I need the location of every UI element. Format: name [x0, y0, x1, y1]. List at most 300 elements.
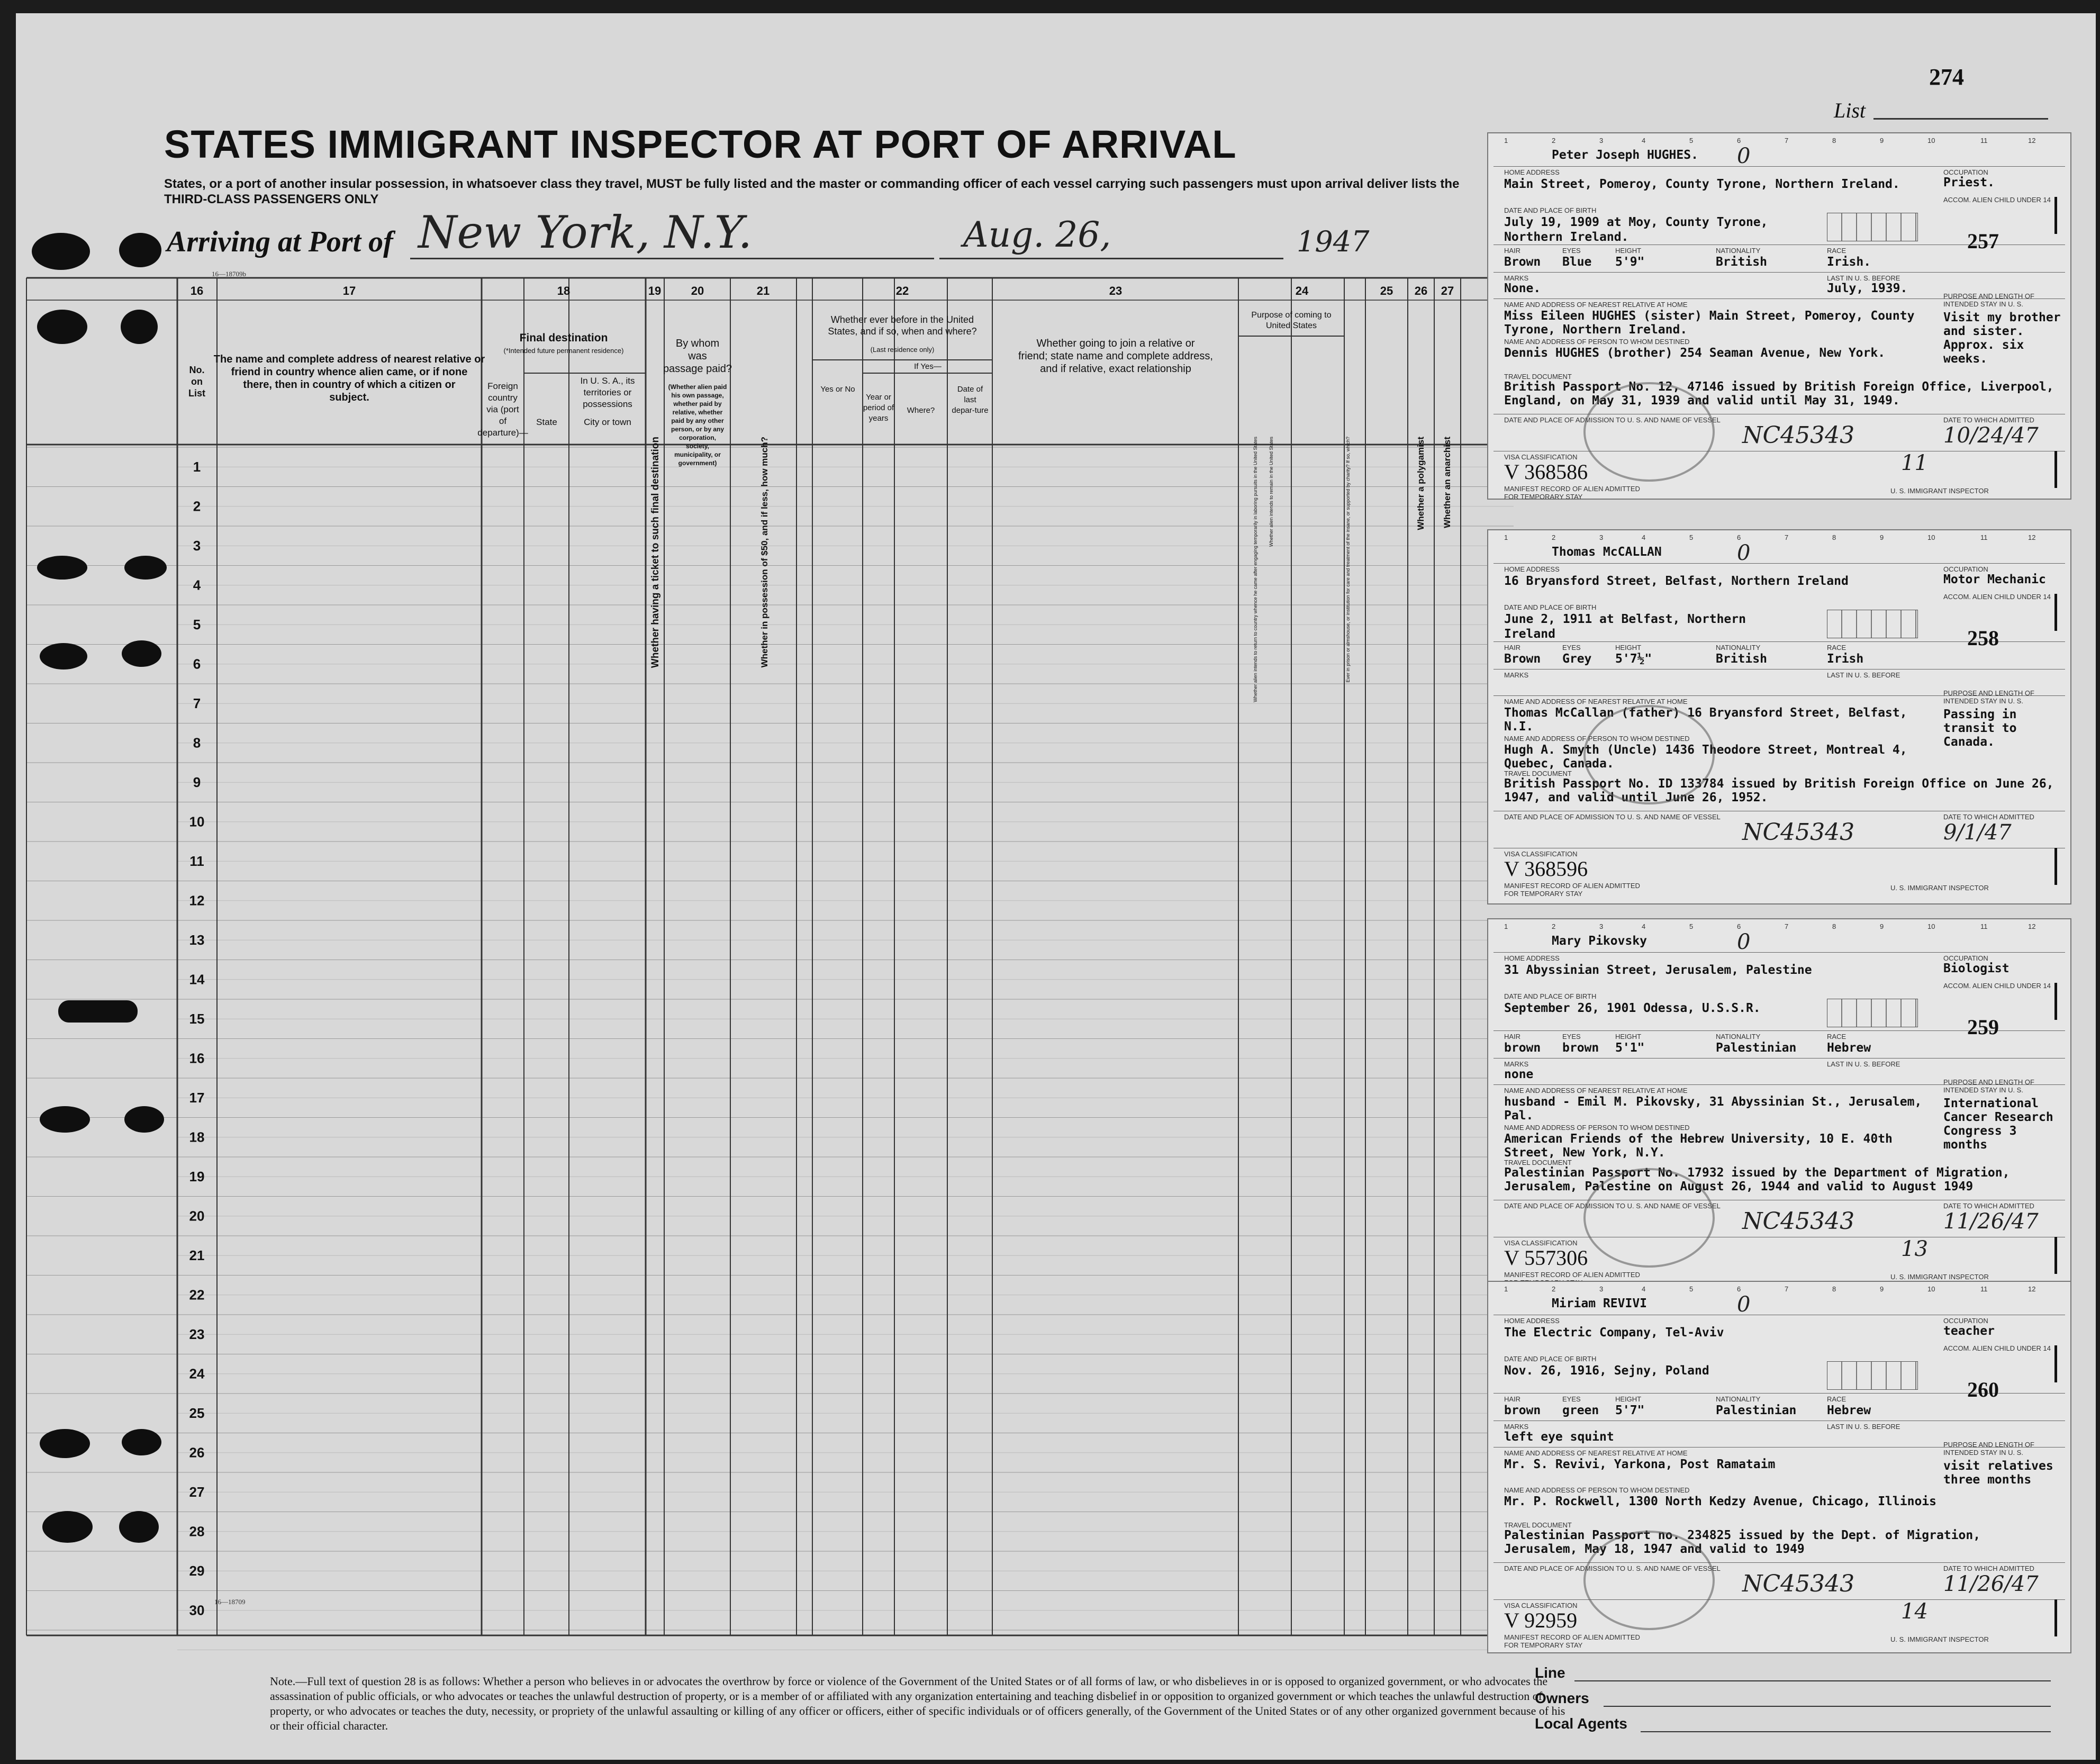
eyes-value: green: [1562, 1404, 1599, 1417]
sex-marital-checkboxes: [1827, 1361, 1918, 1390]
eyes-value: Blue: [1562, 255, 1592, 269]
relative-value: Miss Eileen HUGHES (sister) Main Street, Pomeroy, County Tyrone, Northern Ireland.: [1504, 309, 1915, 337]
date-admitted-handwritten: 11/26/47: [1943, 1209, 2039, 1234]
column-number: 18: [557, 284, 571, 297]
form-code-top: 16—18709b: [212, 270, 246, 278]
birth-date-place: July 19, 1909 at Moy, County Tyrone, Northern Ireland.: [1504, 215, 1768, 244]
row-number: 12: [189, 892, 205, 909]
column-number: 22: [895, 284, 909, 297]
row-number: 4: [193, 577, 201, 593]
col17-label: there, then in country of which a citizen or: [243, 379, 456, 391]
col24-remain: Whether alien intends to remain in the United States: [1269, 437, 1274, 547]
home-address: Main Street, Pomeroy, County Tyrone, Northern Ireland.: [1504, 177, 1900, 191]
nationality-value: Palestinian: [1716, 1404, 1797, 1417]
occupation-value: teacher: [1943, 1324, 1995, 1338]
col18-city: City or town: [584, 417, 631, 427]
nationality-label: NATIONALITY: [1716, 644, 1761, 652]
birth-label: DATE AND PLACE OF BIRTH: [1504, 603, 1597, 611]
birth-label: DATE AND PLACE OF BIRTH: [1504, 1355, 1597, 1363]
col22-depart: depar-ture: [952, 406, 989, 415]
card-col-number: 5: [1689, 137, 1694, 144]
port-line: [410, 258, 934, 259]
manifest-record-label: MANIFEST RECORD OF ALIEN ADMITTED FOR TEMPORARY STAY: [1504, 1633, 1640, 1649]
purpose-label: PURPOSE AND LENGTH OF INTENDED STAY IN U. S.: [1943, 1441, 2034, 1457]
travel-doc-label: TRAVEL DOCUMENT: [1504, 770, 1572, 777]
home-address-label: HOME ADDRESS: [1504, 168, 1560, 176]
col22-label: States, and if so, when and where?: [828, 326, 977, 337]
race-value: Irish.: [1827, 255, 1871, 269]
row-number: 14: [189, 971, 205, 988]
col23-label: Whether going to join a relative or: [1036, 338, 1195, 349]
card-col-number: 4: [1642, 137, 1646, 144]
occupation-value: Biologist: [1943, 962, 2010, 975]
col22-where: Where?: [907, 406, 935, 415]
col20-sublabel: society,: [686, 442, 709, 450]
travel-doc-value: British Passport No. 12, 47146 issued by British Foreign Office, Liverpool, England, on May 31, 1939 and valid until May 31, 1949.: [1504, 380, 2054, 408]
col18-foreign: departure)—: [477, 428, 528, 438]
card-rule: [1493, 952, 2065, 953]
card-col-number: 9: [1880, 922, 1884, 930]
card-col-number: 12: [2028, 533, 2036, 541]
col22-depart: Date of: [957, 385, 983, 394]
card-col-number: 12: [2028, 137, 2036, 144]
relative-label: NAME AND ADDRESS OF NEAREST RELATIVE AT HOME: [1504, 1449, 1688, 1457]
col20-sublabel: corporation,: [678, 434, 717, 441]
col24-return: Whether alien intends to return to country whence he came after engaging temporarily in laboring pursuits in the United States: [1253, 437, 1258, 702]
admission-label: DATE AND PLACE OF ADMISSION TO U. S. AND NAME OF VESSEL: [1504, 813, 1721, 821]
col18-foreign: country: [488, 393, 518, 403]
card-serial-number: 258: [1967, 626, 1999, 650]
card-col-number: 2: [1552, 137, 1556, 144]
destined-label: NAME AND ADDRESS OF PERSON TO WHOM DESTINED: [1504, 1486, 1690, 1494]
alien-name: Mary Pikovsky: [1552, 934, 1648, 948]
footer-owners-rule: [1604, 1706, 2051, 1707]
footer-agents-rule: [1641, 1731, 2051, 1732]
col18-usa: In U. S. A., its: [580, 376, 635, 386]
card-col-number: 6: [1737, 137, 1741, 144]
accom-child-label: ACCOM. ALIEN CHILD UNDER 14: [1943, 196, 2051, 204]
card-col-number: 5: [1689, 922, 1694, 930]
admission-stamp: [1583, 1168, 1715, 1268]
card-col-number: 7: [1785, 1285, 1789, 1293]
row-number: 7: [193, 695, 201, 712]
admission-stamp: [1583, 382, 1715, 482]
row-number: 9: [193, 774, 201, 791]
date-admitted-label: DATE TO WHICH ADMITTED: [1943, 813, 2034, 821]
hair-label: HAIR: [1504, 1395, 1521, 1403]
relative-value: Thomas McCallan (father) 16 Bryansford Street, Belfast, N.I.: [1504, 706, 1907, 734]
col18-label: Final destination: [519, 332, 608, 344]
card-col-number: 2: [1552, 1285, 1556, 1293]
purpose-value: visit relatives three months: [1943, 1459, 2053, 1487]
tally-stroke: [2054, 983, 2057, 1020]
row-number: 15: [189, 1011, 205, 1027]
marks-label: MARKS: [1504, 1423, 1529, 1431]
date-admitted-label: DATE TO WHICH ADMITTED: [1943, 1564, 2034, 1572]
col20-sublabel: whether paid by: [673, 400, 722, 408]
card-rule: [1493, 272, 2065, 273]
col20-sublabel: (Whether alien paid: [668, 383, 727, 391]
col20-sublabel: his own passage,: [671, 392, 724, 399]
card-col-number: 11: [1980, 533, 1988, 541]
card-col-number: 10: [1927, 1285, 1935, 1293]
card-col-number: 10: [1927, 533, 1935, 541]
col16-label: List: [188, 388, 206, 399]
hair-value: Brown: [1504, 652, 1541, 666]
destined-value: American Friends of the Hebrew University, 10 E. 40th Street, New York, N.Y.: [1504, 1132, 1893, 1160]
col20-label: By whom: [675, 338, 720, 349]
handwritten-count-mark: 11: [1901, 451, 1928, 475]
card-col-number: 5: [1689, 1285, 1694, 1293]
card-col-number: 12: [2028, 922, 2036, 930]
row-number: 23: [189, 1326, 205, 1343]
row-number: 18: [189, 1129, 205, 1145]
date-admitted-label: DATE TO WHICH ADMITTED: [1943, 1202, 2034, 1210]
card-col-number: 11: [1980, 922, 1988, 930]
admission-stamp: [1583, 705, 1715, 804]
manifest-sheet: [16, 13, 2096, 1760]
alien-name: Miriam REVIVI: [1552, 1297, 1648, 1310]
eyes-label: EYES: [1562, 247, 1581, 255]
binding-hole: [37, 556, 87, 580]
date-handwritten: Aug. 26,: [963, 214, 1111, 255]
column-number: 27: [1441, 284, 1454, 297]
birth-label: DATE AND PLACE OF BIRTH: [1504, 206, 1597, 214]
height-label: HEIGHT: [1615, 247, 1642, 255]
destined-label: NAME AND ADDRESS OF PERSON TO WHOM DESTINED: [1504, 735, 1690, 743]
col24-label: United States: [1265, 321, 1317, 330]
card-rule: [1493, 1562, 2065, 1563]
tally-stroke: [2054, 197, 2057, 234]
date-line: [939, 258, 1283, 259]
row-number: 27: [189, 1484, 205, 1500]
col24-label: Purpose of coming to: [1251, 311, 1332, 320]
card-col-number: 2: [1552, 533, 1556, 541]
col19-label: Whether having a ticket to such final destination: [650, 437, 661, 668]
inspector-label: U. S. IMMIGRANT INSPECTOR: [1890, 884, 1989, 892]
height-value: 5'7": [1615, 1404, 1645, 1417]
marks-value: left eye squint: [1504, 1430, 1614, 1444]
race-label: RACE: [1827, 1033, 1846, 1041]
relative-label: NAME AND ADDRESS OF NEAREST RELATIVE AT HOME: [1504, 698, 1688, 705]
row-number: 29: [189, 1563, 205, 1579]
visa-number: V 368586: [1504, 460, 1588, 484]
nationality-label: NATIONALITY: [1716, 1395, 1761, 1403]
occupation-value: Priest.: [1943, 176, 1995, 189]
col20-sublabel: paid by any other: [671, 417, 724, 424]
year-handwritten: 1947: [1297, 225, 1370, 258]
height-value: 5'1": [1615, 1041, 1645, 1055]
ink-blot: [58, 1000, 138, 1023]
card-rule: [1493, 1058, 2065, 1059]
tally-stroke: [2054, 451, 2057, 488]
row-number: 8: [193, 735, 201, 751]
card-col-number: 1: [1504, 137, 1508, 144]
row-number: 2: [193, 498, 201, 514]
last-in-us-label: LAST IN U. S. BEFORE: [1827, 274, 1900, 282]
column-number: 19: [648, 284, 662, 297]
row-number: 24: [189, 1365, 205, 1382]
purpose-label: PURPOSE AND LENGTH OF INTENDED STAY IN U. S.: [1943, 292, 2034, 308]
col18-foreign: Foreign: [487, 381, 518, 391]
binding-hole: [40, 1106, 90, 1133]
card-col-number: 8: [1832, 137, 1836, 144]
col22-ifyes: If Yes—: [914, 362, 942, 371]
card-col-number: 9: [1880, 1285, 1884, 1293]
destined-value: Mr. P. Rockwell, 1300 North Kedzy Avenue, Chicago, Illinois: [1504, 1495, 1936, 1508]
visa-number: V 368596: [1504, 857, 1588, 881]
sex-marital-checkboxes: [1827, 213, 1918, 241]
nationality-value: British: [1716, 652, 1767, 666]
row-number: 30: [189, 1602, 205, 1618]
column-number: 26: [1414, 284, 1428, 297]
travel-doc-value: Palestinian Passport no. 234825 issued by the Dept. of Migration, Jerusalem, May 18, 1947 and valid to 1949: [1504, 1528, 1981, 1556]
nationality-value: Palestinian: [1716, 1041, 1797, 1055]
admission-label: DATE AND PLACE OF ADMISSION TO U. S. AND NAME OF VESSEL: [1504, 1564, 1721, 1572]
destined-value: Hugh A. Smyth (Uncle) 1436 Theodore Street, Montreal 4, Quebec, Canada.: [1504, 743, 1907, 771]
page-title: STATES IMMIGRANT INSPECTOR AT PORT OF ARRIVAL: [164, 122, 1237, 166]
col20-label: was: [688, 350, 707, 362]
col23-label: friend; state name and complete address,: [1018, 350, 1213, 362]
home-address: 31 Abyssinian Street, Jerusalem, Palestine: [1504, 963, 1812, 977]
destined-value: Dennis HUGHES (brother) 254 Seaman Avenue, New York.: [1504, 346, 1886, 360]
birth-label: DATE AND PLACE OF BIRTH: [1504, 992, 1597, 1000]
last-in-us-label: LAST IN U. S. BEFORE: [1827, 1423, 1900, 1431]
eyes-value: brown: [1562, 1041, 1599, 1055]
card-serial-number: 260: [1967, 1378, 1999, 1401]
binding-hole: [121, 310, 158, 344]
occupation-label: OCCUPATION: [1943, 954, 1988, 962]
alien-name: Peter Joseph HUGHES.: [1552, 148, 1698, 162]
col20-sublabel: municipality, or: [674, 451, 721, 458]
alien-card: [1487, 132, 2071, 500]
purpose-label: PURPOSE AND LENGTH OF INTENDED STAY IN U. S.: [1943, 689, 2034, 705]
page-number: 274: [1929, 64, 1964, 90]
col27-label: Whether an anarchist: [1442, 437, 1452, 528]
card-rule: [1493, 166, 2065, 167]
binding-hole: [40, 643, 87, 670]
card-rule: [1493, 669, 2065, 670]
alien-name: Thomas McCALLAN: [1552, 545, 1662, 559]
arriving-label: Arriving at Port of: [167, 225, 393, 258]
tally-stroke: [2054, 1237, 2057, 1274]
height-label: HEIGHT: [1615, 1033, 1642, 1041]
occupation-value: Motor Mechanic: [1943, 573, 2046, 586]
card-col-number: 4: [1642, 1285, 1646, 1293]
manifest-record-label: MANIFEST RECORD OF ALIEN ADMITTED FOR TEMPORARY STAY: [1504, 882, 1640, 898]
footnote: Note.—Full text of question 28 is as follows: Whether a person who believes in or advocates the overthrow by force or violence of the Government of the United States or of all forms of law, or who disbelieves in or is opposed to organized government, or who advocates the assassination of public officials, or who advocates or teaches the unlawful destruction of property, or is a member of or affiliated with any organization entertaining and teaching disbelief in or opposition to organized government or which teaches the unlawful destruction of property, or who advocates or teaches the duty, necessity, or propriety of the unlawful assaulting or killing of any officer or officers, either of specific individuals or of officers generally, of the Government of the United States or of any other organized government because of his or their official character.: [270, 1675, 1565, 1732]
col22-years: period of: [863, 403, 894, 412]
marks-value: None.: [1504, 282, 1541, 295]
card-col-number: 3: [1599, 1285, 1604, 1293]
card-col-number: 1: [1504, 1285, 1508, 1293]
col22-label: Whether ever before in the United: [830, 314, 974, 325]
last-in-us-value: July, 1939.: [1827, 282, 1908, 295]
binding-hole: [40, 1429, 90, 1458]
occupation-label: OCCUPATION: [1943, 1317, 1988, 1325]
vessel-handwritten: NC45343: [1742, 1570, 1855, 1597]
alien-card: [1487, 529, 2071, 904]
date-admitted-handwritten: 10/24/47: [1943, 423, 2039, 448]
eyes-label: EYES: [1562, 1033, 1581, 1041]
port-handwritten: New York, N.Y.: [418, 206, 753, 258]
marks-label: MARKS: [1504, 274, 1529, 282]
row-number: 20: [189, 1208, 205, 1224]
height-value: 5'9": [1615, 255, 1645, 269]
card-col-number: 8: [1832, 1285, 1836, 1293]
height-label: HEIGHT: [1615, 644, 1642, 652]
card-rule: [1493, 563, 2065, 564]
third-class-text: THIRD-CLASS PASSENGERS ONLY: [164, 192, 379, 206]
card-col-number: 8: [1832, 533, 1836, 541]
circle-mark: 0: [1737, 1292, 1751, 1317]
col18-usa: territories or: [583, 387, 632, 397]
col17-label: subject.: [329, 392, 369, 403]
col17-label: The name and complete address of nearest relative or: [213, 354, 485, 365]
row-number: 28: [189, 1523, 205, 1540]
visa-label: VISA CLASSIFICATION: [1504, 453, 1578, 461]
race-label: RACE: [1827, 1395, 1846, 1403]
col22-years: years: [868, 414, 889, 423]
card-col-number: 6: [1737, 533, 1741, 541]
col18-sublabel: (*Intended future permanent residence): [503, 347, 624, 355]
height-value: 5'7½": [1615, 652, 1652, 666]
occupation-label: OCCUPATION: [1943, 168, 1988, 176]
home-address: 16 Bryansford Street, Belfast, Northern Ireland: [1504, 574, 1849, 588]
column-number: 23: [1109, 284, 1123, 297]
col25-label: Ever in prison or almshouse, or institution for care and treatment of the insane, or supported by charity? If so, which?: [1345, 437, 1351, 683]
visa-number: V 557306: [1504, 1246, 1588, 1270]
col20-sublabel: government): [678, 459, 717, 467]
card-col-number: 5: [1689, 533, 1694, 541]
sex-marital-checkboxes: [1827, 999, 1918, 1027]
card-col-number: 11: [1980, 137, 1988, 144]
footer-owners-label: Owners: [1535, 1690, 1589, 1706]
marks-label: MARKS: [1504, 1060, 1529, 1068]
list-line: [1873, 118, 2048, 120]
col18-usa: possessions: [583, 399, 632, 409]
col18-foreign: of: [499, 416, 507, 426]
row-number: 10: [189, 813, 205, 830]
binding-hole: [119, 233, 161, 267]
destined-label: NAME AND ADDRESS OF PERSON TO WHOM DESTINED: [1504, 338, 1690, 346]
birth-date-place: September 26, 1901 Odessa, U.S.S.R.: [1504, 1001, 1761, 1015]
relative-value: husband - Emil M. Pikovsky, 31 Abyssinian St., Jerusalem, Pal.: [1504, 1095, 1922, 1123]
card-col-number: 3: [1599, 137, 1604, 144]
vessel-handwritten: NC45343: [1742, 1208, 1855, 1235]
hair-value: Brown: [1504, 255, 1541, 269]
col22-depart: last: [964, 395, 976, 404]
purpose-value: Passing in transit to Canada.: [1943, 708, 2017, 749]
card-col-number: 4: [1642, 922, 1646, 930]
race-label: RACE: [1827, 644, 1846, 652]
col23-label: and if relative, exact relationship: [1040, 363, 1191, 375]
card-col-number: 7: [1785, 922, 1789, 930]
destined-label: NAME AND ADDRESS OF PERSON TO WHOM DESTINED: [1504, 1124, 1690, 1132]
binding-hole: [37, 310, 87, 344]
card-col-number: 11: [1980, 1285, 1988, 1293]
row-number: 22: [189, 1287, 205, 1303]
binding-hole: [122, 1429, 161, 1455]
col18-foreign: via (port: [486, 404, 519, 414]
card-col-number: 10: [1927, 137, 1935, 144]
tally-stroke: [2054, 848, 2057, 885]
row-number: 3: [193, 538, 201, 554]
tally-stroke: [2054, 1599, 2057, 1636]
card-col-number: 10: [1927, 922, 1935, 930]
admission-stamp: [1583, 1531, 1715, 1630]
race-value: Hebrew: [1827, 1041, 1871, 1055]
inspector-label: U. S. IMMIGRANT INSPECTOR: [1890, 1635, 1989, 1643]
last-in-us-label: LAST IN U. S. BEFORE: [1827, 1060, 1900, 1068]
row-number: 21: [189, 1247, 205, 1264]
col22-yesno: Yes or No: [820, 385, 855, 394]
col17-label: friend in country whence alien came, or if none: [231, 366, 468, 378]
visa-label: VISA CLASSIFICATION: [1504, 1239, 1578, 1247]
row-number: 1: [193, 459, 201, 475]
home-address-label: HOME ADDRESS: [1504, 1317, 1560, 1325]
col20-sublabel: person, or by any: [671, 426, 725, 433]
height-label: HEIGHT: [1615, 1395, 1642, 1403]
column-number: 20: [691, 284, 704, 297]
accom-child-label: ACCOM. ALIEN CHILD UNDER 14: [1943, 982, 2051, 990]
accom-child-label: ACCOM. ALIEN CHILD UNDER 14: [1943, 593, 2051, 601]
tally-stroke: [2054, 594, 2057, 631]
race-value: Irish: [1827, 652, 1864, 666]
card-col-number: 3: [1599, 922, 1604, 930]
hair-label: HAIR: [1504, 644, 1521, 652]
card-col-number: 12: [2028, 1285, 2036, 1293]
col21-label: Whether in possession of $50, and if less, how much?: [759, 437, 770, 668]
nationality-value: British: [1716, 255, 1767, 269]
visa-label: VISA CLASSIFICATION: [1504, 850, 1578, 858]
column-number: 25: [1380, 284, 1393, 297]
col18-state: State: [536, 417, 557, 427]
occupation-label: OCCUPATION: [1943, 565, 1988, 573]
column-number: 24: [1295, 284, 1309, 297]
card-col-number: 3: [1599, 533, 1604, 541]
inspector-label: U. S. IMMIGRANT INSPECTOR: [1890, 487, 1989, 495]
accom-child-label: ACCOM. ALIEN CHILD UNDER 14: [1943, 1344, 2051, 1352]
card-col-number: 9: [1880, 533, 1884, 541]
alien-card: [1487, 1281, 2071, 1653]
manifest-record-label: MANIFEST RECORD OF ALIEN ADMITTED: [1504, 1271, 1640, 1279]
eyes-label: EYES: [1562, 644, 1581, 652]
card-col-number: 4: [1642, 533, 1646, 541]
row-number: 25: [189, 1405, 205, 1422]
row-number: 19: [189, 1169, 205, 1185]
sex-marital-checkboxes: [1827, 610, 1918, 638]
col16-label: on: [191, 376, 203, 387]
marks-label: MARKS: [1504, 671, 1529, 679]
inspector-label: U. S. IMMIGRANT INSPECTOR: [1890, 1273, 1989, 1281]
column-number: 21: [756, 284, 770, 297]
vessel-handwritten: NC45343: [1742, 819, 1855, 846]
travel-doc-label: TRAVEL DOCUMENT: [1504, 1159, 1572, 1166]
travel-doc-label: TRAVEL DOCUMENT: [1504, 373, 1572, 381]
binding-hole: [32, 233, 90, 270]
home-address-label: HOME ADDRESS: [1504, 954, 1560, 962]
col26-label: Whether a polygamist: [1416, 437, 1426, 530]
binding-hole: [124, 556, 167, 580]
card-col-number: 6: [1737, 1285, 1741, 1293]
card-serial-number: 257: [1967, 229, 1999, 253]
date-admitted-handwritten: 11/26/47: [1943, 1572, 2039, 1596]
card-col-number: 7: [1785, 137, 1789, 144]
binding-hole: [119, 1511, 159, 1543]
footer-line-label: Line: [1535, 1665, 1565, 1681]
birth-date-place: June 2, 1911 at Belfast, Northern Ireland: [1504, 612, 1746, 641]
